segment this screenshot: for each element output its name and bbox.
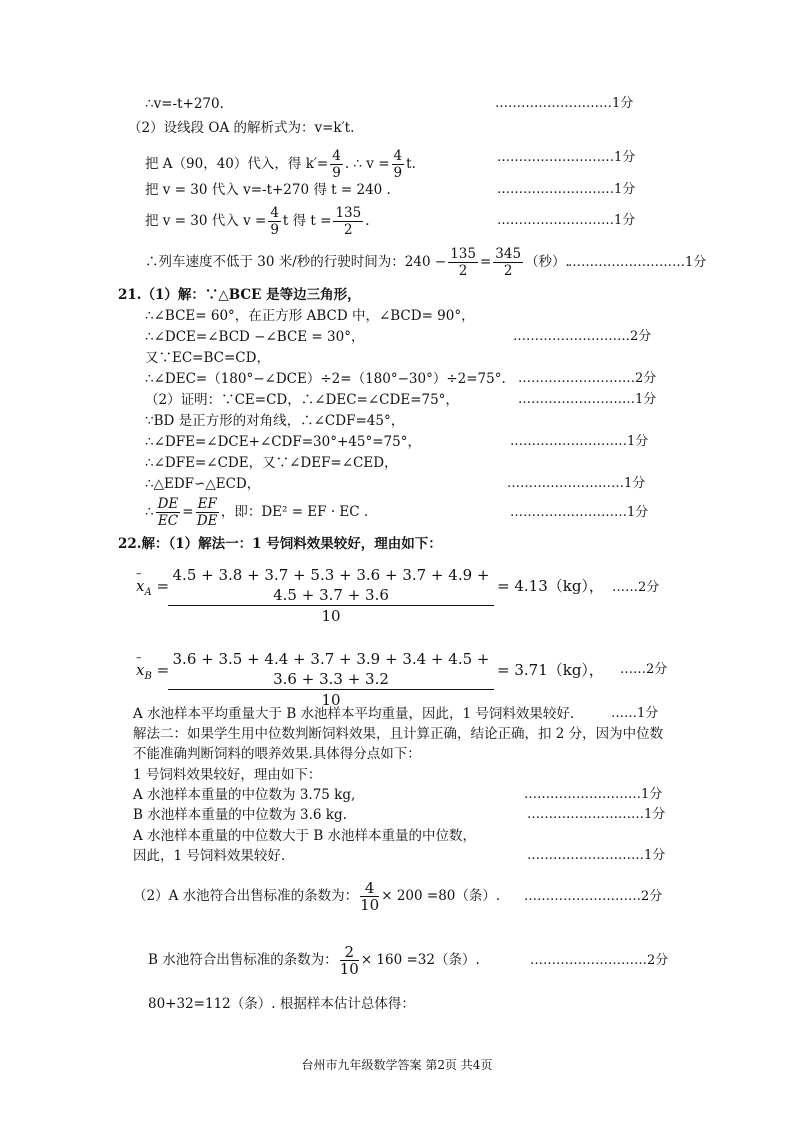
text: 把 A（90，40）代入，得 k′= <box>145 156 329 172</box>
numerator: 4 <box>270 205 279 221</box>
denominator: DE <box>196 513 218 529</box>
line-v-expression: ∴v=-t+270. <box>145 96 224 112</box>
q21-line: ∴∠DFE=∠DCE+∠CDF=30°+45°=75°， <box>145 434 421 450</box>
q21-line: ∴∠DEC=（180°−∠DCE）÷2=（180°−30°）÷2=75°. <box>145 371 506 387</box>
paragraph: 解法二：如果学生用中位数判断饲料效果，且计算正确，结论正确，扣 2 分，因为中位数 <box>133 726 664 742</box>
total-line: 80+32=112（条）. 根据样本估计总体得： <box>148 996 415 1012</box>
text: = <box>182 504 194 520</box>
numerator: 4 <box>393 148 403 164</box>
text: ∴ <box>145 504 154 520</box>
text: （秒）. <box>525 254 570 270</box>
score-mark: ………………………2分 <box>518 371 657 386</box>
mean-b-result: = 3.71（kg）， <box>497 661 604 679</box>
q21-line: ∴∠BCE= 60°，在正方形 ABCD 中，∠BCD= 90°， <box>145 308 475 324</box>
score-mark: ………………………2分 <box>513 329 652 344</box>
text: B 水池符合出售标准的条数为： <box>148 952 338 968</box>
q21-heading: 21.（1）解：∵△BCE 是等边三角形， <box>118 287 361 303</box>
line-substitute-a <box>145 148 416 181</box>
q21-line: ∵BD 是正方形的对角线，∴∠CDF=45°， <box>145 413 405 429</box>
fraction <box>330 148 343 181</box>
numerator: EF <box>197 496 217 512</box>
text: . <box>365 213 370 229</box>
text: × 200 =80（条）. <box>381 888 501 904</box>
fraction <box>333 205 363 238</box>
denominator: 9 <box>332 165 341 181</box>
fraction <box>196 496 219 529</box>
score-mark: ………………………2分 <box>524 889 663 904</box>
numerator: 3.6 + 3.5 + 4.4 + 3.7 + 3.9 + 3.4 + 4.5 + 3.6 + 3.3 + 3.2 <box>168 649 494 690</box>
mean-b-symbol: – $x_B$ = <box>136 662 169 685</box>
text: ∴列车速度不低于 30 米/秒的行驶时间为：240 − <box>145 254 447 270</box>
part2-b-line <box>148 944 480 977</box>
q21-ratio-line <box>145 496 368 529</box>
denominator: 10 <box>321 691 341 709</box>
line-duration <box>145 246 570 279</box>
score-mark: ………………………2分 <box>530 953 669 968</box>
score-mark: ………………………1分 <box>497 150 636 165</box>
paragraph: A 水池样本重量的中位数为 3.75 kg, <box>133 787 356 803</box>
part2-a-line <box>133 880 500 913</box>
denominator: 10 <box>321 607 341 625</box>
score-mark: ………………………1分 <box>497 213 636 228</box>
fraction <box>360 880 379 913</box>
q21-line: ∴∠DFE=∠CDE，又∵∠DEF=∠CED， <box>145 455 398 471</box>
subscript: B <box>144 671 152 682</box>
fraction <box>392 148 405 181</box>
score-mark: ………………………1分 <box>497 182 636 197</box>
mean-a-symbol: – $x_A$ = <box>136 578 169 601</box>
denominator: 2 <box>503 263 513 279</box>
score-mark: ………………………1分 <box>524 787 663 802</box>
x-bar: – x <box>136 662 144 678</box>
denominator: 10 <box>339 960 359 978</box>
score-mark: ………………………1分 <box>495 96 634 111</box>
text: t 得 t = <box>282 213 332 229</box>
numerator: 135 <box>335 205 362 221</box>
q22-heading: 22.解：（1）解法一：1 号饲料效果较好，理由如下： <box>118 536 442 552</box>
paragraph: B 水池样本重量的中位数为 3.6 kg. <box>133 807 347 823</box>
fraction <box>448 246 478 279</box>
x-bar: – x <box>136 578 144 594</box>
text: . ∴ v = <box>344 156 390 172</box>
text: × 160 =32（条）. <box>360 952 480 968</box>
paragraph: A 水池样本重量的中位数大于 B 水池样本重量的中位数， <box>133 828 477 844</box>
denominator: 2 <box>344 222 353 238</box>
paragraph: 1 号饲料效果较好，理由如下： <box>133 767 322 783</box>
text: = <box>479 254 492 270</box>
score-mark: ……2分 <box>612 580 660 595</box>
numerator: 4.5 + 3.8 + 3.7 + 5.3 + 3.6 + 3.7 + 4.9 + 4.5 + 3.7 + 3.6 <box>168 565 494 606</box>
q21-line: （2）证明：∵CE=CD，∴∠DEC=∠CDE=75°， <box>145 392 459 408</box>
numerator: 4 <box>332 148 341 164</box>
q21-line: ∴△EDF∽△ECD， <box>145 476 261 492</box>
score-mark: ………………………1分 <box>527 848 666 863</box>
score-mark: ………………………1分 <box>527 807 666 822</box>
numerator: 345 <box>495 246 522 262</box>
text: （2）A 水池符合出售标准的条数为： <box>133 888 359 904</box>
line-substitute-oa <box>145 205 370 238</box>
score-mark: ………………………1分 <box>510 505 649 520</box>
mean-a-result: = 4.13（kg）， <box>497 577 604 595</box>
score-mark: ………………………1分 <box>568 255 707 270</box>
mean-a-fraction <box>168 565 494 626</box>
denominator: 9 <box>393 165 403 181</box>
paragraph: 不能准确判断饲料的喂养效果.具体得分点如下： <box>133 746 421 762</box>
q21-line: 又∵EC=BC=CD， <box>145 350 270 366</box>
fraction <box>268 205 281 238</box>
subscript: A <box>144 587 152 598</box>
page-footer: 台州市九年级数学答案 第2页 共4页 <box>301 1058 493 1072</box>
line-oa-formula: （2）设线段 OA 的解析式为：v=k′t. <box>128 120 355 136</box>
numerator: DE <box>157 496 179 512</box>
score-mark: ……1分 <box>611 706 659 721</box>
fraction <box>340 944 359 977</box>
fraction <box>493 246 523 279</box>
text: 把 v = 30 代入 v = <box>145 213 267 229</box>
fraction <box>156 496 181 529</box>
paragraph: A 水池样本平均重量大于 B 水池样本平均重量，因此，1 号饲料效果较好. <box>133 706 575 722</box>
numerator: 135 <box>450 246 476 262</box>
text: ，即：DE² = EF · EC . <box>220 504 369 520</box>
denominator: 10 <box>360 896 380 914</box>
line-substitute-v30: 把 v = 30 代入 v=-t+270 得 t = 240 . <box>145 182 391 198</box>
q21-line: ∴∠DCE=∠BCD −∠BCE = 30°， <box>145 329 365 345</box>
paragraph: 因此，1 号饲料效果较好. <box>133 848 286 864</box>
denominator: EC <box>157 513 179 529</box>
text: t. <box>406 156 416 172</box>
numerator: 4 <box>360 880 379 897</box>
score-mark: ………………………1分 <box>510 434 649 449</box>
score-mark: ………………………1分 <box>518 392 657 407</box>
denominator: 2 <box>458 263 468 279</box>
denominator: 9 <box>270 222 279 238</box>
numerator: 2 <box>340 944 359 961</box>
mean-b-fraction <box>168 649 494 710</box>
score-mark: ……2分 <box>620 662 668 677</box>
score-mark: ………………………1分 <box>507 476 646 491</box>
